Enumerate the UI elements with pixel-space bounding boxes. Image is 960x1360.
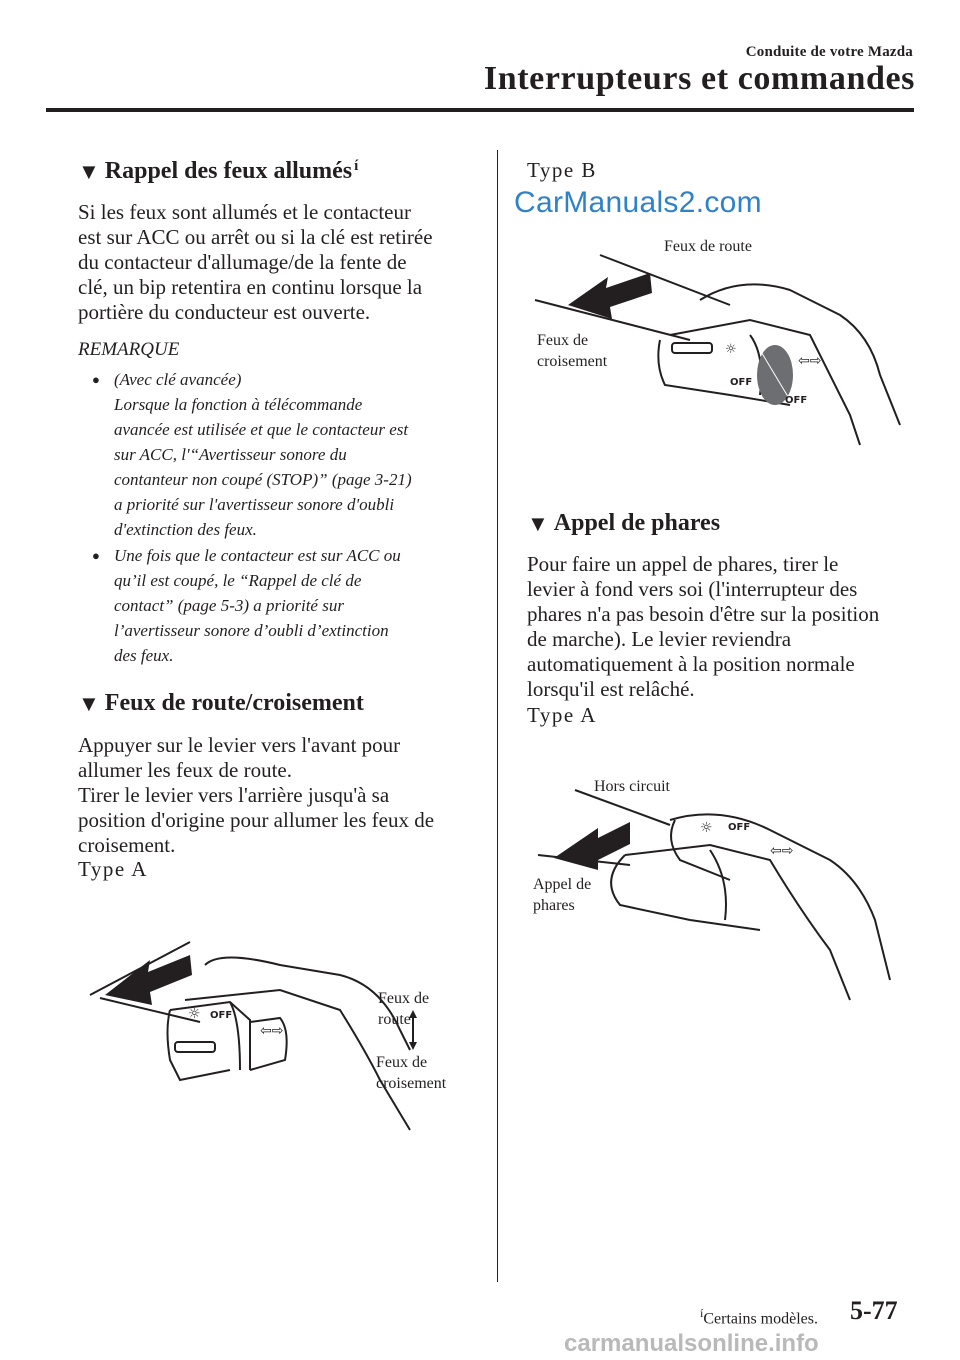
rappel-body xyxy=(78,200,498,325)
text-line: clé, un bip retentira en continu lorsque la xyxy=(78,275,423,299)
text-line: Tirer le levier vers l'arrière jusqu'à sa xyxy=(78,783,390,807)
text-line: Pour faire un appel de phares, tirer le xyxy=(527,552,839,576)
appel-body xyxy=(527,552,947,702)
heading-rappel xyxy=(78,158,358,186)
feux-body xyxy=(78,733,498,858)
type-a-label-2: Type A xyxy=(527,703,597,727)
label-feux-route-a xyxy=(378,988,429,1030)
turn-signal-icon: ⇦⇨ xyxy=(770,843,794,859)
text-line: Feux de xyxy=(537,332,589,349)
watermark-logo: CarManuals2.com xyxy=(514,186,762,219)
text-line: allumer les feux de route. xyxy=(78,758,292,782)
text-line: phares n'a pas besoin d'être sur la position xyxy=(527,602,880,626)
text-line: contact” (page 5-3) a priorité sur xyxy=(114,596,344,615)
heading-appel xyxy=(527,510,720,538)
remark-item xyxy=(88,543,498,668)
heading-rappel-text: Rappel des feux allumés xyxy=(104,158,353,184)
triangle-icon: ▼ xyxy=(78,691,100,716)
chapter-title: Interrupteurs et commandes xyxy=(483,60,915,97)
text-line: position d'origine pour allumer les feux de xyxy=(78,808,435,832)
label-feux-croisement-a xyxy=(376,1052,446,1094)
star-icon: í xyxy=(354,158,359,174)
text-line: levier à fond vers soi (l'interrupteur des xyxy=(527,577,858,601)
footnote xyxy=(700,1306,818,1328)
triangle-icon: ▼ xyxy=(527,511,549,536)
text-line: Feux de xyxy=(376,1054,428,1071)
bottom-watermark: carmanualsonline.info xyxy=(564,1330,819,1357)
text-line: portière du conducteur est ouverte. xyxy=(78,300,371,324)
off-marking: OFF xyxy=(210,1010,233,1021)
text-line: Si les feux sont allumés et le contacteur xyxy=(78,200,411,224)
type-a-label: Type A xyxy=(78,857,148,881)
text-line: avancée est utilisée et que le contacteur est xyxy=(114,420,409,439)
turn-signal-icon: ⇦⇨ xyxy=(798,353,822,369)
text-line: lorsqu'il est relâché. xyxy=(527,677,695,701)
text-line: croisement. xyxy=(78,833,176,857)
text-line: sur ACC, l'“Avertisseur sonore du xyxy=(114,445,347,464)
heading-feux-text: Feux de route/croisement xyxy=(104,690,364,716)
label-feux-route-b: Feux de route xyxy=(664,238,752,255)
text-line: croisement xyxy=(376,1075,447,1092)
text-line: automatiquement à la position normale xyxy=(527,652,855,676)
lever-figure-type-a xyxy=(80,930,490,1150)
label-appel-phares xyxy=(533,874,591,916)
remark-item xyxy=(88,367,498,542)
sun-symbol-icon: ☼ xyxy=(188,1006,201,1022)
sun-symbol-icon: ☼ xyxy=(725,342,737,357)
heading-appel-text: Appel de phares xyxy=(553,510,721,536)
triangle-icon: ▼ xyxy=(78,159,100,184)
sun-symbol-icon: ☼ xyxy=(700,820,713,836)
heading-feux xyxy=(78,690,364,718)
off-marking: OFF xyxy=(730,377,753,388)
section-label: Conduite de votre Mazda xyxy=(745,44,913,60)
text-line: d'extinction des feux. xyxy=(114,520,257,539)
header-rule xyxy=(46,108,914,112)
label-hors-circuit: Hors circuit xyxy=(594,778,670,795)
text-line: Appel de xyxy=(533,876,592,893)
remark-title: REMARQUE xyxy=(78,339,180,360)
page-number: 5-77 xyxy=(850,1296,898,1325)
text-line: des feux. xyxy=(114,646,174,665)
text-line: (Avec clé avancée) xyxy=(114,370,242,389)
off-marking: OFF xyxy=(728,822,751,833)
text-line: est sur ACC ou arrêt ou si la clé est retirée xyxy=(78,225,433,249)
text-line: Appuyer sur le levier vers l'avant pour xyxy=(78,733,401,757)
bullet-icon: ● xyxy=(92,548,100,563)
text-line: Lorsque la fonction à télécommande xyxy=(114,395,363,414)
text-line: qu’il est coupé, le “Rappel de clé de xyxy=(114,571,362,590)
footnote-text: Certains modèles. xyxy=(703,1310,818,1328)
text-line: a priorité sur l'avertisseur sonore d'oubli xyxy=(114,495,395,514)
text-line: l’avertisseur sonore d’oubli d’extinction xyxy=(114,621,389,640)
text-line: Une fois que le contacteur est sur ACC ou xyxy=(114,546,401,565)
text-line: contanteur non coupé (STOP)” (page 3-21) xyxy=(114,470,412,489)
text-line: croisement xyxy=(537,353,608,370)
off-marking-2: OFF xyxy=(785,395,808,406)
turn-signal-icon: ⇦⇨ xyxy=(260,1023,284,1039)
remark-list xyxy=(88,367,498,669)
star-icon: í xyxy=(700,1306,704,1320)
text-line: du contacteur d'allumage/de la fente de xyxy=(78,250,407,274)
label-feux-croisement-b xyxy=(537,330,607,372)
text-line: route xyxy=(378,1011,411,1028)
bullet-icon: ● xyxy=(92,372,100,387)
text-line: Feux de xyxy=(378,990,430,1007)
text-line: de marche). Le levier reviendra xyxy=(527,627,792,651)
text-line: phares xyxy=(533,897,575,914)
type-b-label: Type B xyxy=(527,158,597,182)
